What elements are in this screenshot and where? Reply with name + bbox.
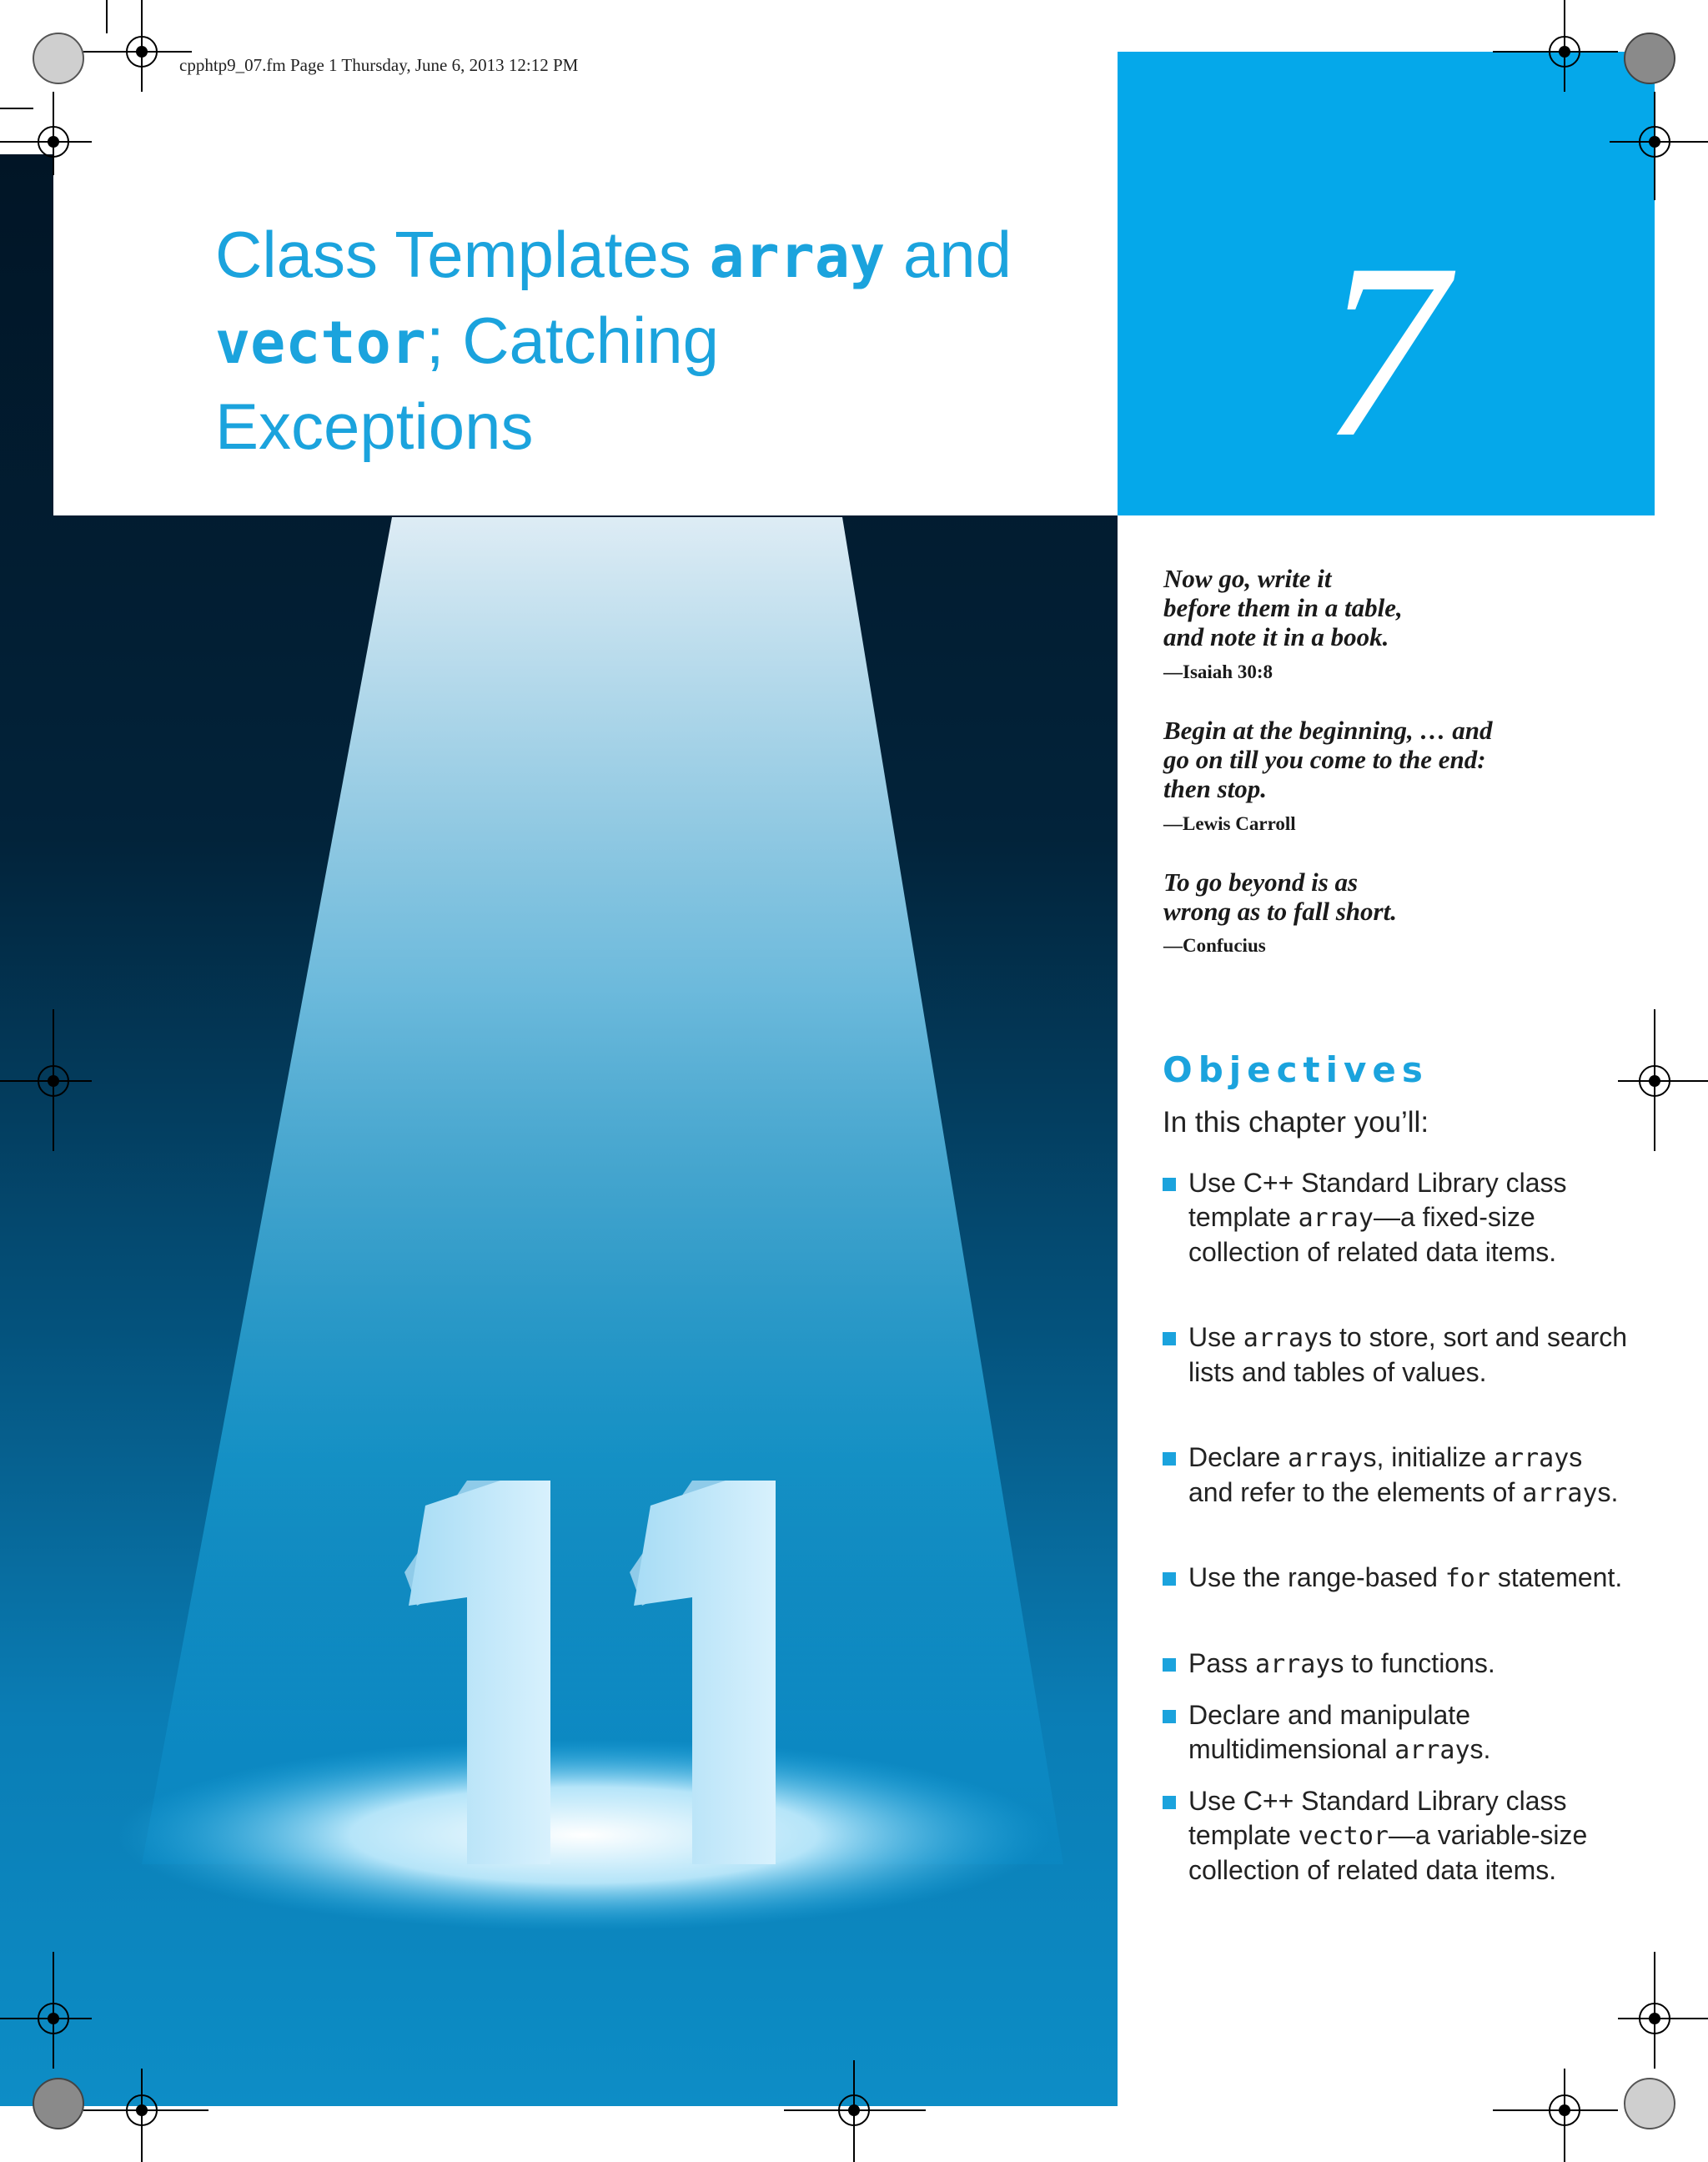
epigraph-attribution: —Isaiah 30:8	[1163, 661, 1273, 682]
running-header: cpphtp9_07.fm Page 1 Thursday, June 6, 2013 12:12 PM	[179, 55, 579, 75]
chapter-title: Class Templates array and vector; Catching Exceptions	[215, 218, 1012, 463]
objectives-intro: In this chapter you’ll:	[1163, 1106, 1429, 1139]
bullet-square-icon	[1163, 1658, 1176, 1672]
chapter-number: 7	[1322, 212, 1447, 489]
light-pool	[117, 1739, 1051, 1931]
objectives-heading: Objectives	[1163, 1049, 1429, 1090]
bullet-square-icon	[1163, 1332, 1176, 1345]
epigraph-attribution: —Lewis Carroll	[1163, 813, 1296, 834]
bullet-square-icon	[1163, 1452, 1176, 1466]
bullet-square-icon	[1163, 1796, 1176, 1809]
bullet-square-icon	[1163, 1710, 1176, 1723]
light-beam	[142, 517, 1063, 1864]
bullet-square-icon	[1163, 1572, 1176, 1586]
epigraph-attribution: —Confucius	[1163, 935, 1266, 956]
bullet-square-icon	[1163, 1178, 1176, 1191]
epigraph-quote: To go beyond is as wrong as to fall short.	[1163, 867, 1397, 926]
epigraph-quote: Now go, write it before them in a table, and note it in a book.	[1163, 564, 1403, 651]
epigraph-quote: Begin at the beginning, … and go on till you come to the end: then stop.	[1163, 716, 1493, 803]
